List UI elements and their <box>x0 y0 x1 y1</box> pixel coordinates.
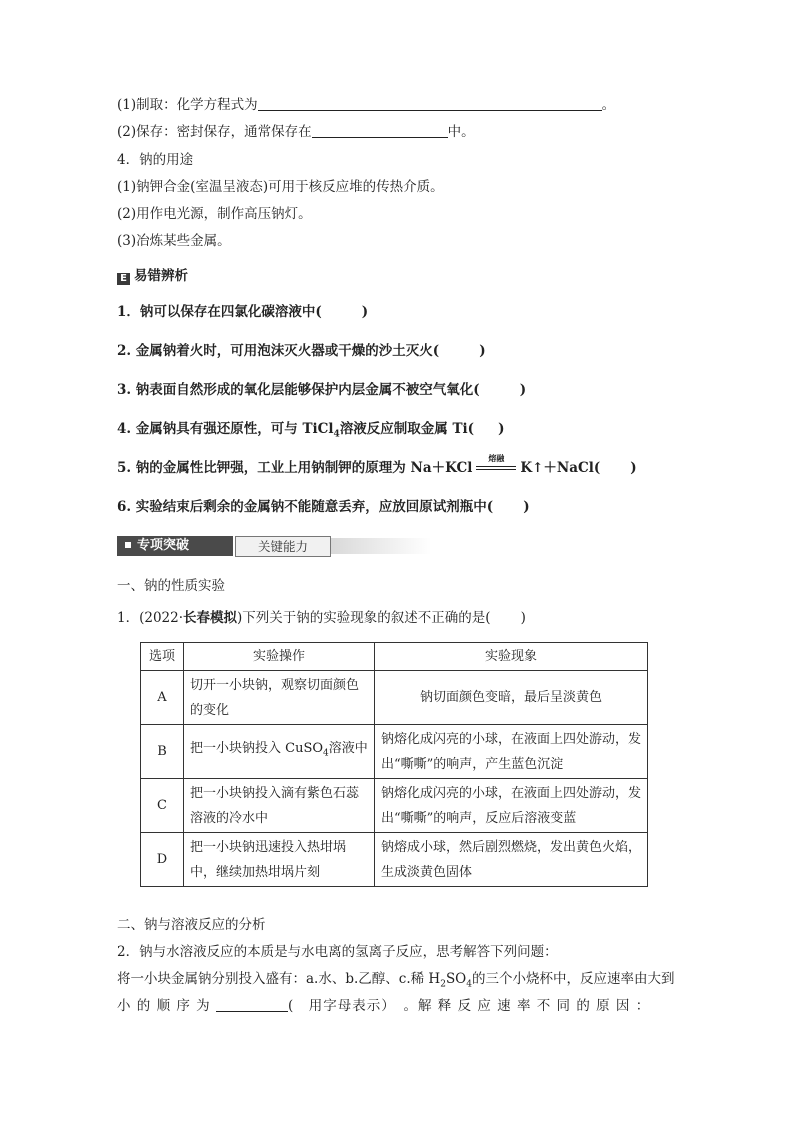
paren-close: ) <box>520 610 526 626</box>
prep-item-2 <box>117 123 475 141</box>
line-text: 小 的 顺 序 为 <box>117 998 211 1014</box>
paren-close: ) <box>361 304 369 320</box>
prep-item-2-end: 中。 <box>447 124 475 140</box>
answer-blank[interactable] <box>258 96 602 111</box>
part2-heading: 二、钠与溶液反应的分析 <box>117 917 266 933</box>
table-row <box>141 671 648 725</box>
banner-decoration <box>331 538 431 554</box>
question-prefix: 1．(2022· <box>117 610 184 626</box>
subscript: 4 <box>323 748 329 759</box>
melt-condition-sign <box>476 454 516 475</box>
operation-text: 把一小块钠投入 CuSO <box>190 741 324 757</box>
operation-cell: 切开一小块钠，观察切面颜色的变化 <box>184 671 375 725</box>
error-item-1 <box>117 303 368 321</box>
error-item-3 <box>117 381 526 399</box>
uses-heading: 4．钠的用途 <box>117 152 194 168</box>
operation-cell: 把一小块钠投入滴有紫色石蕊溶液的冷水中 <box>184 779 375 833</box>
banner-main <box>117 536 233 556</box>
error-item-5 <box>117 454 637 477</box>
uses-item-3: (3)冶炼某些金属。 <box>117 233 231 249</box>
section-banner <box>117 534 431 558</box>
error-item-3-text: 3. 钠表面自然形成的氧化层能够保护内层金属不被空气氧化( <box>117 382 480 398</box>
errors-title: 易错辨析 <box>134 268 188 284</box>
paren-close: ) <box>523 499 530 515</box>
table-row <box>141 725 648 779</box>
option-cell: A <box>141 671 184 725</box>
error-item-1-text: 1．钠可以保存在四氯化碳溶液中( <box>117 304 322 320</box>
table-header-row <box>141 643 648 671</box>
error-item-4-text: 4. 金属钠具有强还原性，可与 TiCl <box>117 421 334 437</box>
phenomenon-cell: 钠熔化成闪亮的小球，在液面上四处游动，发出“嘶嘶”的响声，反应后溶液变蓝 <box>375 779 648 833</box>
banner-sub: 关键能力 <box>235 536 331 557</box>
answer-blank[interactable] <box>216 997 288 1012</box>
line-text-2: ( 用字母表示） 。解 释 反 应 速 率 不 同 的 原 因 ： <box>287 998 651 1014</box>
error-item-4 <box>117 420 504 444</box>
error-tag-icon: E <box>117 273 130 285</box>
question-text: )下列关于钠的实验现象的叙述不正确的是( <box>237 610 491 626</box>
option-cell: B <box>141 725 184 779</box>
error-item-5-text-2: K↑＋NaCl( <box>520 460 601 476</box>
banner-main-label: 专项突破 <box>137 538 190 553</box>
line-text-3: 的三个小烧杯中，反应速率由大到 <box>472 971 675 987</box>
question-source: 长春模拟 <box>183 610 238 626</box>
paren-close: ) <box>498 421 505 437</box>
condition-label: 熔融 <box>488 454 505 463</box>
error-item-6 <box>117 498 530 516</box>
part2-line-3 <box>117 997 650 1015</box>
subscript: 2 <box>440 979 446 990</box>
error-item-2 <box>117 342 486 360</box>
error-item-2-text: 2. 金属钠着火时，可用泡沫灭火器或干燥的沙土灭火( <box>117 343 440 359</box>
part1-heading: 一、钠的性质实验 <box>117 578 225 594</box>
part2-line-2 <box>117 970 675 994</box>
phenomenon-cell: 钠切面颜色变暗，最后呈淡黄色 <box>375 671 648 725</box>
header-phenomenon: 实验现象 <box>375 643 648 671</box>
option-cell: D <box>141 833 184 887</box>
header-operation: 实验操作 <box>184 643 375 671</box>
prep-item-2-text: (2)保存：密封保存，通常保存在 <box>117 124 312 140</box>
phenomenon-cell: 钠熔化成闪亮的小球，在液面上四处游动，发出“嘶嘶”的响声，产生蓝色沉淀 <box>375 725 648 779</box>
operation-text-2: 溶液中 <box>328 741 368 757</box>
options-table <box>140 642 648 887</box>
paren-close: ) <box>479 343 486 359</box>
option-cell: C <box>141 779 184 833</box>
prep-item-1-end: 。 <box>601 97 616 113</box>
error-item-6-text: 6. 实验结束后剩余的金属钠不能随意丢弃，应放回原试剂瓶中( <box>117 499 494 515</box>
paren-close: ) <box>519 382 527 398</box>
errors-heading <box>117 267 188 285</box>
part2-question: 2．钠与水溶液反应的本质是与水电离的氢离子反应，思考解答下列问题： <box>117 944 558 960</box>
table-row <box>141 779 648 833</box>
line-text-2: SO <box>445 971 467 987</box>
paren-close: ) <box>630 460 637 476</box>
operation-cell: 把一小块钠迅速投入热坩埚中，继续加热坩埚片刻 <box>184 833 375 887</box>
square-icon <box>125 542 131 548</box>
operation-cell <box>184 725 375 779</box>
header-option: 选项 <box>141 643 184 671</box>
answer-blank[interactable] <box>312 123 448 138</box>
uses-item-2: (2)用作电光源，制作高压钠灯。 <box>117 206 312 222</box>
error-item-5-text: 5. 钠的金属性比钾强，工业上用钠制钾的原理为 Na＋KCl <box>117 460 473 476</box>
error-item-4-text-2: 溶液反应制取金属 Ti( <box>339 421 475 437</box>
uses-item-1: (1)钠钾合金(室温呈液态)可用于核反应堆的传热介质。 <box>117 179 444 195</box>
subscript: 4 <box>333 429 340 440</box>
part1-question <box>117 609 526 627</box>
subscript: 4 <box>466 979 472 990</box>
table-row <box>141 833 648 887</box>
line-text: 将一小块金属钠分别投入盛有：a.水、b.乙醇、c.稀 H <box>117 971 441 987</box>
prep-item-1-text: (1)制取：化学方程式为 <box>117 97 258 113</box>
prep-item-1 <box>117 96 615 114</box>
phenomenon-cell: 钠熔成小球，然后剧烈燃烧，发出黄色火焰，生成淡黄色固体 <box>375 833 648 887</box>
